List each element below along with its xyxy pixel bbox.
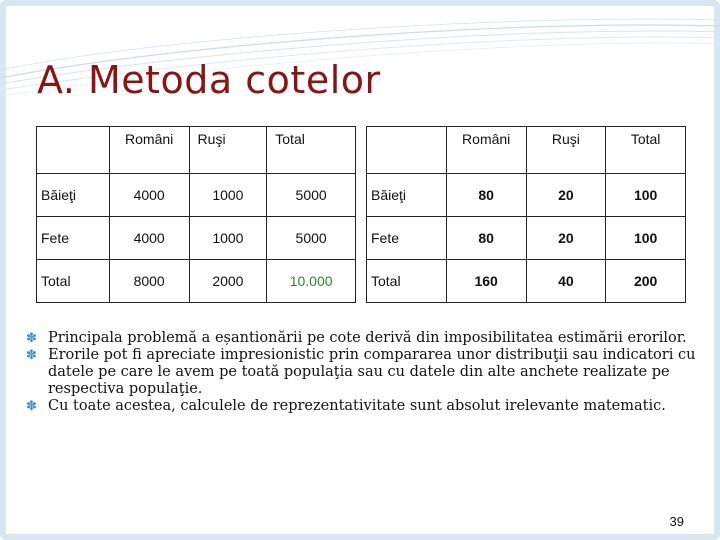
row-label: Fete bbox=[367, 217, 447, 260]
table-cell: 4000 bbox=[109, 174, 189, 217]
corner-cell bbox=[37, 127, 110, 174]
column-header: Români bbox=[109, 127, 189, 174]
table-cell: 80 bbox=[446, 217, 526, 260]
column-header: Ruşi bbox=[189, 127, 267, 174]
bullet-text: Principala problemă a eșantionării pe cote derivă din imposibilitatea estimării erorilor. bbox=[48, 330, 687, 346]
table-cell: 5000 bbox=[267, 174, 356, 217]
table-cell: 20 bbox=[526, 217, 606, 260]
bullet-icon: ✽ bbox=[26, 399, 37, 414]
bullet-text: Cu toate acestea, calculele de reprezentativitate sunt absolut irelevante matematic. bbox=[48, 398, 666, 414]
column-header: Total bbox=[267, 127, 356, 174]
table-row bbox=[367, 260, 686, 303]
bullet-item bbox=[24, 330, 704, 347]
table-row bbox=[367, 174, 686, 217]
table-cell: 40 bbox=[526, 260, 606, 303]
bullet-icon: ✽ bbox=[26, 348, 37, 363]
row-label: Băieţi bbox=[367, 174, 447, 217]
table-cell: 1000 bbox=[189, 174, 267, 217]
column-header: Ruşi bbox=[526, 127, 606, 174]
page-title: A. Metoda cotelor bbox=[37, 58, 381, 102]
bullet-list bbox=[24, 330, 704, 415]
table-header-row bbox=[37, 127, 356, 174]
table-cell: 1000 bbox=[189, 217, 267, 260]
row-label: Total bbox=[367, 260, 447, 303]
left-table bbox=[36, 126, 356, 303]
table-cell: 100 bbox=[606, 217, 686, 260]
corner-cell bbox=[367, 127, 447, 174]
row-label: Fete bbox=[37, 217, 110, 260]
table-cell: 8000 bbox=[109, 260, 189, 303]
bullet-icon: ✽ bbox=[26, 331, 37, 346]
table-row bbox=[37, 260, 356, 303]
bullet-item bbox=[24, 347, 704, 398]
table-cell: 160 bbox=[446, 260, 526, 303]
row-label: Total bbox=[37, 260, 110, 303]
bullet-item bbox=[24, 398, 704, 415]
table-cell: 200 bbox=[606, 260, 686, 303]
page-number: 39 bbox=[669, 514, 684, 529]
column-header: Români bbox=[446, 127, 526, 174]
table-cell: 20 bbox=[526, 174, 606, 217]
row-label: Băieţi bbox=[37, 174, 110, 217]
table-row bbox=[37, 174, 356, 217]
table-cell: 10.000 bbox=[267, 260, 356, 303]
table-header-row bbox=[367, 127, 686, 174]
column-header: Total bbox=[606, 127, 686, 174]
right-table bbox=[366, 126, 686, 303]
table-row bbox=[37, 217, 356, 260]
table-cell: 100 bbox=[606, 174, 686, 217]
bullet-text: Erorile pot fi apreciate impresionistic prin compararea unor distribuţii sau indicatori cu datele pe care le avem pe toată populaţia sau cu datele din alte anchete realizate pe respectiva populaţie. bbox=[48, 347, 696, 397]
table-row bbox=[367, 217, 686, 260]
table-cell: 5000 bbox=[267, 217, 356, 260]
table-cell: 4000 bbox=[109, 217, 189, 260]
table-cell: 80 bbox=[446, 174, 526, 217]
table-cell: 2000 bbox=[189, 260, 267, 303]
